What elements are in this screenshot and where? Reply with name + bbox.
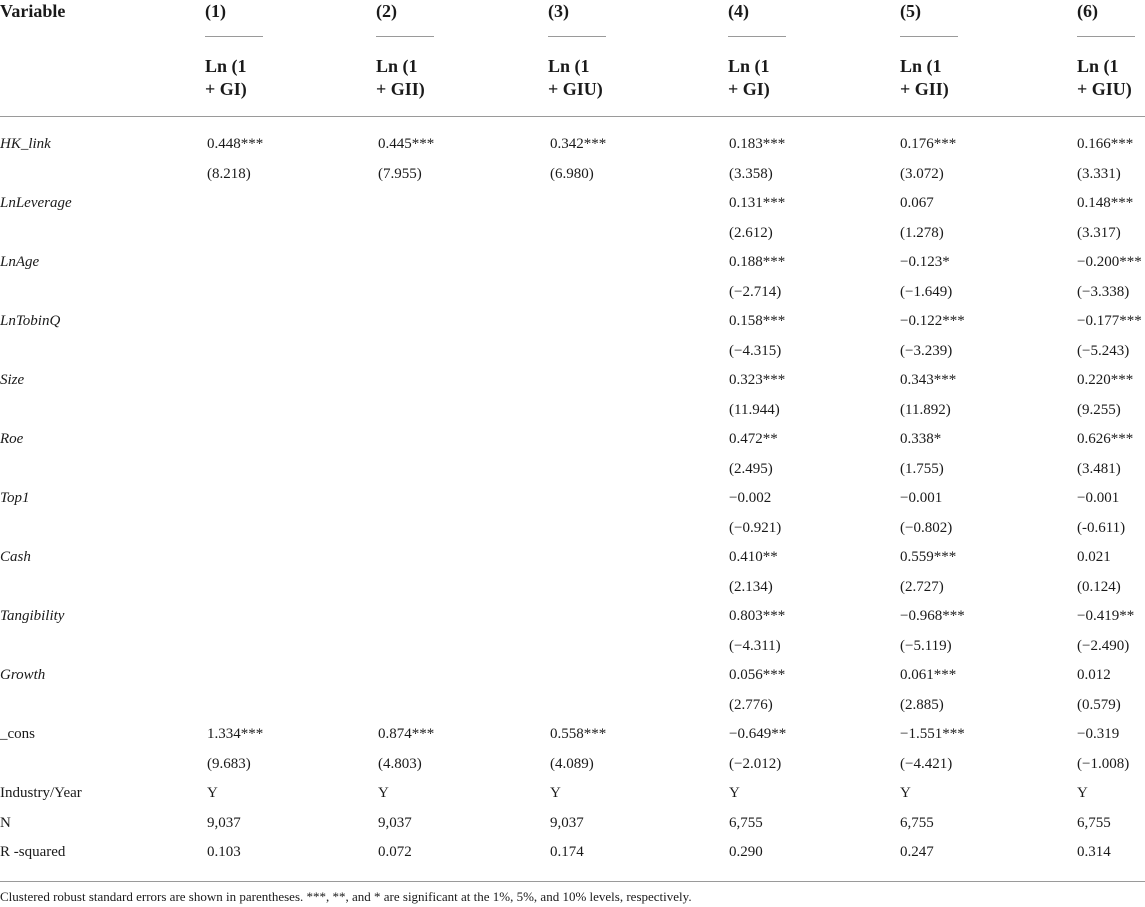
header-col-5 [900, 0, 949, 99]
row-label: _cons [0, 726, 35, 742]
row-label: LnTobinQ [0, 313, 61, 329]
table-row [0, 750, 1145, 780]
table-cell: −0.001 [900, 490, 943, 506]
dep-var-line: Ln (1 [205, 56, 247, 76]
table-cell: (4.803) [378, 755, 422, 772]
table-row [0, 160, 1145, 190]
header-variable-label: Variable [0, 1, 66, 21]
table-cell: 0.323*** [729, 372, 786, 388]
table-row [0, 632, 1145, 662]
table-row [0, 779, 1145, 809]
table-cell: (6.980) [550, 165, 594, 182]
table-cell: (2.495) [729, 460, 773, 477]
table-cell: 9,037 [550, 814, 584, 831]
table-cell: Y [550, 785, 561, 801]
table-row [0, 720, 1145, 750]
table-cell: 0.148*** [1077, 195, 1134, 211]
table-cell: −0.001 [1077, 490, 1120, 506]
table-cell: −0.419** [1077, 608, 1135, 624]
table-cell: 0.338* [900, 431, 942, 447]
table-cell: 0.445*** [378, 136, 435, 152]
dep-var [1077, 55, 1132, 101]
col-number: (3) [548, 1, 569, 21]
table-cell: 0.072 [378, 844, 412, 860]
table-cell: 0.803*** [729, 608, 786, 624]
table-cell: 0.174 [550, 844, 584, 860]
table-cell: (−3.239) [900, 342, 953, 359]
table-cell: −0.319 [1077, 726, 1120, 742]
table-cell: −0.177*** [1077, 313, 1142, 329]
table-cell: −0.649** [729, 726, 787, 742]
table-cell: Y [1077, 785, 1088, 801]
table-cell: (2.727) [900, 578, 944, 595]
table-cell: (1.278) [900, 224, 944, 241]
table-cell: 0.448*** [207, 136, 264, 152]
header-variable [0, 0, 65, 23]
table-cell: (−1.008) [1077, 755, 1130, 772]
table-cell: (3.358) [729, 165, 773, 182]
col-number: (5) [900, 1, 921, 21]
table-row [0, 543, 1145, 573]
table-cell: (3.072) [900, 165, 944, 182]
table-cell: 0.472** [729, 431, 778, 447]
dep-var-line: Ln (1 [728, 56, 770, 76]
dep-var [376, 55, 425, 101]
table-row [0, 691, 1145, 721]
table-cell: (8.218) [207, 165, 251, 182]
table-row [0, 396, 1145, 426]
table-cell: 0.166*** [1077, 136, 1134, 152]
table-cell: (−4.311) [729, 637, 781, 654]
table-cell: (7.955) [378, 165, 422, 182]
table-cell: (-0.611) [1077, 519, 1126, 536]
table-cell: Y [729, 785, 740, 801]
table-cell: 0.188*** [729, 254, 786, 270]
table-cell: (−2.012) [729, 755, 782, 772]
row-label: Cash [0, 549, 31, 565]
table-row [0, 337, 1145, 367]
table-row [0, 219, 1145, 249]
table-cell: 0.343*** [900, 372, 957, 388]
table-cell: (3.317) [1077, 224, 1121, 241]
table-cell: 0.559*** [900, 549, 957, 565]
header-col-6 [1077, 0, 1132, 99]
col-underline [376, 36, 434, 37]
dep-var-line: + GIU) [548, 79, 603, 99]
col-underline [1077, 36, 1135, 37]
table-cell: 0.021 [1077, 549, 1111, 565]
table-header [0, 0, 1145, 115]
table-cell: 0.247 [900, 844, 934, 860]
table-cell: (11.892) [900, 401, 951, 418]
table-cell: (3.331) [1077, 165, 1121, 182]
header-col-4 [728, 0, 770, 99]
table-row [0, 661, 1145, 691]
col-number: (1) [205, 1, 226, 21]
table-cell: (3.481) [1077, 460, 1121, 477]
table-cell: 9,037 [378, 814, 412, 831]
table-row [0, 484, 1145, 514]
table-cell: −0.123* [900, 254, 950, 270]
dep-var-line: Ln (1 [548, 56, 590, 76]
table-cell: (2.612) [729, 224, 773, 241]
table-cell: (11.944) [729, 401, 780, 418]
dep-var-line: + GII) [900, 79, 949, 99]
row-label: Tangibility [0, 608, 65, 624]
dep-var-line: + GII) [376, 79, 425, 99]
table-cell: (1.755) [900, 460, 944, 477]
table-cell: (−3.338) [1077, 283, 1130, 300]
table-cell: 0.314 [1077, 844, 1111, 860]
col-number: (4) [728, 1, 749, 21]
table-cell: −0.200*** [1077, 254, 1142, 270]
dep-var-line: Ln (1 [376, 56, 418, 76]
table-row [0, 278, 1145, 308]
table-cell: −0.122*** [900, 313, 965, 329]
dep-var [728, 55, 770, 101]
table-cell: 6,755 [900, 814, 934, 831]
row-label: HK_link [0, 136, 51, 152]
col-underline [205, 36, 263, 37]
table-cell: 0.012 [1077, 667, 1111, 683]
table-cell: (−4.421) [900, 755, 953, 772]
table-cell: 0.558*** [550, 726, 607, 742]
table-row [0, 425, 1145, 455]
table-row [0, 573, 1145, 603]
col-underline [900, 36, 958, 37]
table-cell: 0.176*** [900, 136, 957, 152]
dep-var-line: Ln (1 [900, 56, 942, 76]
row-label: Top1 [0, 490, 30, 506]
table-row [0, 602, 1145, 632]
header-col-3 [548, 0, 603, 99]
table-body [0, 130, 1145, 868]
table-cell: (2.885) [900, 696, 944, 713]
table-cell: (4.089) [550, 755, 594, 772]
dep-var [548, 55, 603, 101]
table-cell: (−4.315) [729, 342, 782, 359]
table-row [0, 514, 1145, 544]
dep-var-line: Ln (1 [1077, 56, 1119, 76]
table-cell: (−0.802) [900, 519, 953, 536]
table-cell: 9,037 [207, 814, 241, 831]
table-cell: 0.056*** [729, 667, 786, 683]
header-col-1 [205, 0, 247, 99]
table-row [0, 455, 1145, 485]
dep-var [205, 55, 247, 101]
table-cell: Y [378, 785, 389, 801]
dep-var-line: + GI) [205, 79, 247, 99]
table-cell: −1.551*** [900, 726, 965, 742]
dep-var [900, 55, 949, 101]
row-label: Size [0, 372, 25, 388]
table-cell: (9.683) [207, 755, 251, 772]
table-cell: (−2.490) [1077, 637, 1130, 654]
table-cell: Y [900, 785, 911, 801]
row-label: N [0, 814, 11, 831]
table-row [0, 130, 1145, 160]
table-cell: (−1.649) [900, 283, 953, 300]
table-cell: 0.183*** [729, 136, 786, 152]
table-cell: 0.061*** [900, 667, 957, 683]
header-rule [0, 116, 1145, 117]
table-cell: 0.220*** [1077, 372, 1134, 388]
row-label: LnLeverage [0, 195, 72, 211]
table-cell: (2.776) [729, 696, 773, 713]
table-note: Clustered robust standard errors are shown in parentheses. ***, **, and * are significant at the 1%, 5%, and 10% levels, respectively. [0, 889, 692, 904]
table-cell: (2.134) [729, 578, 773, 595]
table-cell: 6,755 [1077, 814, 1111, 831]
col-underline [548, 36, 606, 37]
row-label: LnAge [0, 254, 40, 270]
footer-rule [0, 881, 1145, 882]
table-cell: (−5.119) [900, 637, 952, 654]
table-cell: 6,755 [729, 814, 763, 831]
dep-var-line: + GI) [728, 79, 770, 99]
table-row [0, 189, 1145, 219]
table-cell: −0.968*** [900, 608, 965, 624]
table-cell: (0.579) [1077, 696, 1121, 713]
table-row [0, 809, 1145, 839]
row-label: Industry/Year [0, 785, 82, 801]
table-cell: 0.103 [207, 844, 241, 860]
table-row [0, 248, 1145, 278]
table-cell: 0.290 [729, 844, 763, 860]
table-cell: 0.410** [729, 549, 778, 565]
table-cell: Y [207, 785, 218, 801]
col-underline [728, 36, 786, 37]
row-label: Growth [0, 667, 46, 683]
table-cell: 0.131*** [729, 195, 786, 211]
row-label: R -squared [0, 844, 66, 860]
table-cell: (9.255) [1077, 401, 1121, 418]
table-cell: (−0.921) [729, 519, 782, 536]
col-number: (2) [376, 1, 397, 21]
col-number: (6) [1077, 1, 1098, 21]
row-label: Roe [0, 431, 24, 447]
table-cell: 0.626*** [1077, 431, 1134, 447]
table-cell: 1.334*** [207, 726, 264, 742]
table-cell: (0.124) [1077, 578, 1121, 595]
table-cell: 0.158*** [729, 313, 786, 329]
table-cell: 0.874*** [378, 726, 435, 742]
table-cell: (−5.243) [1077, 342, 1130, 359]
table-cell: 0.067 [900, 195, 934, 211]
table-row [0, 307, 1145, 337]
dep-var-line: + GIU) [1077, 79, 1132, 99]
table-row [0, 838, 1145, 868]
table-row [0, 366, 1145, 396]
table-cell: −0.002 [729, 490, 772, 506]
header-col-2 [376, 0, 425, 99]
table-cell: 0.342*** [550, 136, 607, 152]
table-cell: (−2.714) [729, 283, 782, 300]
